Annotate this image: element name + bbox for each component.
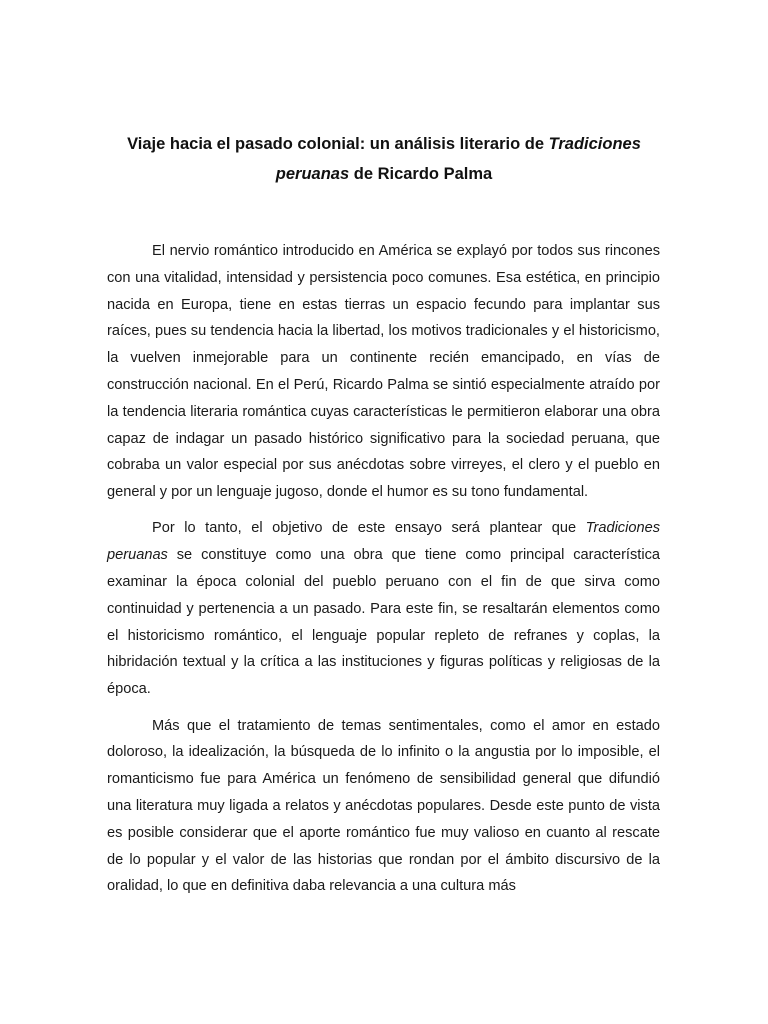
paragraph-text: Por lo tanto, el objetivo de este ensayo será plantear que <box>152 520 586 537</box>
document-body <box>107 238 660 910</box>
paragraph-1: El nervio romántico introducido en América se explayó por todos sus rincones con una vitalidad, intensidad y persistencia poco comunes. Esa estética, en principio nacida en Europa, tiene en estas tierras un espacio fecundo para implantar sus raíces, pues su tendencia hacia la libertad, los motivos tradicionales y el historicismo, la vuelven inmejorable para un continente recién emancipado, en vías de construcción nacional. En el Perú, Ricardo Palma se sintió especialmente atraído por la tendencia literaria romántica cuyas características le permitieron elaborar una obra capaz de indagar un pasado histórico significativo para la sociedad peruana, que cobraba un valor especial por sus anécdotas sobre virreyes, el clero y el pueblo en general y por un lenguaje jugoso, donde el humor es su tono fundamental. <box>107 243 660 501</box>
title-italic-work: Tradiciones <box>548 135 641 153</box>
title-text: Viaje hacia el pasado colonial: un análisis literario de <box>127 135 549 153</box>
document-title <box>100 129 668 189</box>
paragraph-3: Más que el tratamiento de temas sentimentales, como el amor en estado doloroso, la idealización, la búsqueda de lo infinito o la angustia por lo imposible, el romanticismo fue para América un fenómeno de sensibilidad general que difundió una literatura muy ligada a relatos y anécdotas populares. Desde este punto de vista es posible considerar que el aporte romántico fue muy valioso en cuanto al rescate de lo popular y el valor de las historias que rondan por el ámbito discursivo de la oralidad, lo que en definitiva daba relevancia a una cultura más <box>107 717 660 895</box>
paragraph-text: se constituye como una obra que tiene como principal característica examinar la época colonial del pueblo peruano con el fin de que sirva como continuidad y pertenencia a un pasado. Para este fin, se resaltarán elementos como el historicismo romántico, el lenguaje popular repleto de refranes y coplas, la hibridación textual y la crítica a las instituciones y figuras políticas y religiosas de la época. <box>107 547 660 698</box>
italic-work-title: Tradiciones peruanas <box>107 520 660 564</box>
title-italic-work: peruanas <box>275 165 350 183</box>
title-line-2 <box>100 159 668 189</box>
title-text: de Ricardo Palma <box>349 165 493 183</box>
paragraph-2 <box>107 515 660 703</box>
title-line-1 <box>100 129 668 159</box>
